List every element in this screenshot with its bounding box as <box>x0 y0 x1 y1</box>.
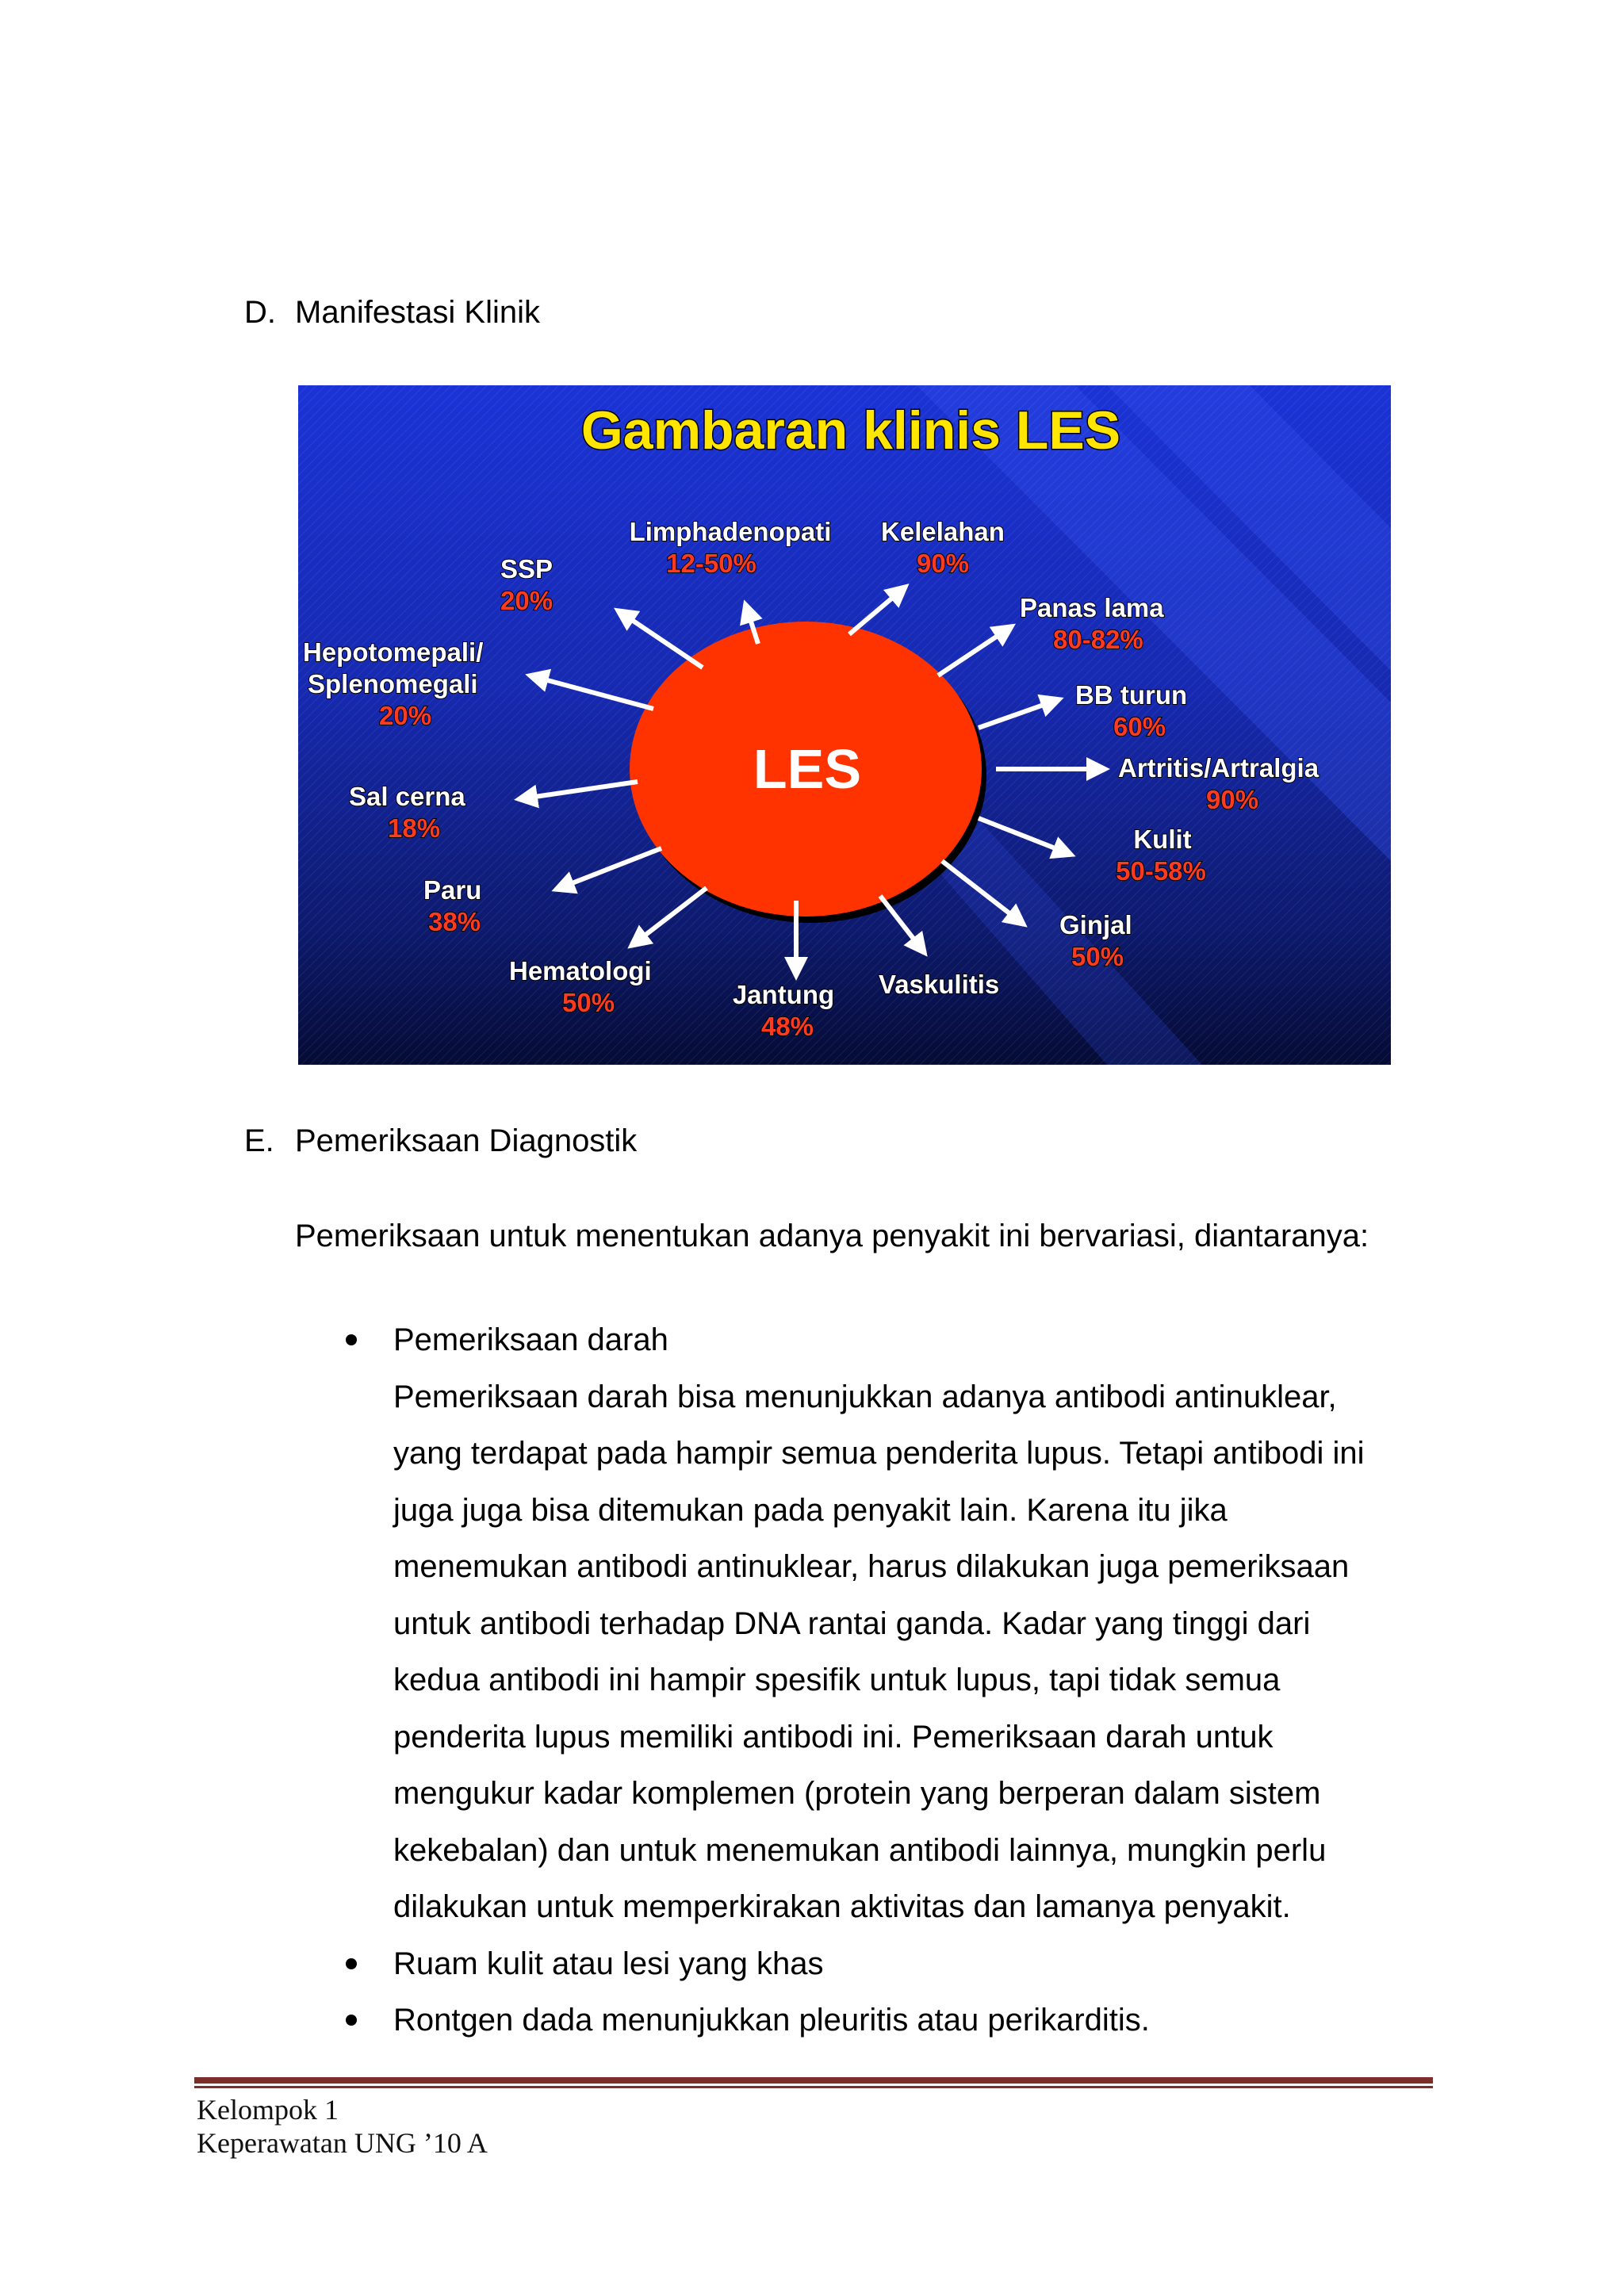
list-item-line: penderita lupus memiliki antibodi ini. Pemeriksaan darah untuk <box>393 1719 1274 1755</box>
list-item <box>341 1992 1435 2049</box>
feature-percent: 80-82% <box>1053 625 1143 654</box>
feature-label: Vaskulitis <box>879 970 1000 999</box>
list-item-line: Pemeriksaan darah <box>393 1322 668 1357</box>
feature-label: Artritis/Artralgia <box>1118 753 1320 783</box>
bullet-icon <box>346 1958 357 1969</box>
section-heading-e <box>244 1122 637 1160</box>
feature-label: Hematologi <box>509 956 652 985</box>
diagnostic-list <box>341 1312 1435 2049</box>
page-footer <box>197 2093 488 2160</box>
footer-divider <box>194 2077 1433 2088</box>
feature-percent: 50% <box>562 988 615 1017</box>
feature-percent: 48% <box>760 1012 814 1041</box>
feature-label: Paru <box>423 875 482 905</box>
center-label: LES <box>753 738 862 800</box>
list-item-line: juga juga bisa ditemukan pada penyakit lain. Karena itu jika <box>393 1492 1228 1528</box>
section-heading-d <box>244 293 540 331</box>
feature-label: Hepotomepali/ <box>303 637 484 667</box>
feature-percent: 90% <box>916 549 970 578</box>
feature-percent: 38% <box>428 907 481 936</box>
feature-label: BB turun <box>1075 680 1188 710</box>
feature-label: Jantung <box>732 980 835 1009</box>
feature-label: Sal cerna <box>349 782 465 811</box>
list-item-line: Rontgen dada menunjukkan pleuritis atau perikarditis. <box>393 2003 1150 2038</box>
feature-percent: 18% <box>388 813 441 843</box>
feature-percent: 12-50% <box>666 549 756 578</box>
list-item-line: untuk antibodi terhadap DNA rantai ganda. Kadar yang tinggi dari <box>393 1605 1311 1641</box>
list-item-line: Ruam kulit atau lesi yang khas <box>393 1946 824 1981</box>
section-title: Pemeriksaan Diagnostik <box>295 1123 638 1158</box>
bullet-icon <box>346 2015 357 2026</box>
list-item-line: kekebalan) dan untuk menemukan antibodi lainnya, mungkin perlu <box>393 1832 1327 1868</box>
feature-percent: 60% <box>1113 712 1166 741</box>
feature-label: Panas lama <box>1020 593 1164 622</box>
footer-line-2: Keperawatan UNG ’10 A <box>197 2127 488 2159</box>
feature-percent: 50-58% <box>1116 856 1206 886</box>
feature-percent: 20% <box>500 586 553 615</box>
section-letter: D. <box>244 295 276 330</box>
feature-label: Kelelahan <box>881 517 1005 546</box>
feature-label: Ginjal <box>1059 910 1132 939</box>
clinical-features-figure <box>298 385 1391 1065</box>
section-letter: E. <box>244 1123 274 1158</box>
list-item-line: mengukur kadar komplemen (protein yang berperan dalam sistem <box>393 1776 1321 1811</box>
list-item-line: kedua antibodi ini hampir spesifik untuk lupus, tapi tidak semua <box>393 1663 1281 1697</box>
feature-percent: 50% <box>1071 942 1124 971</box>
intro-paragraph: Pemeriksaan untuk menentukan adanya penyakit ini bervariasi, diantaranya: <box>295 1219 1369 1253</box>
list-item <box>341 1936 1435 1993</box>
feature-label: SSP <box>500 554 553 584</box>
footer-line-1: Kelompok 1 <box>197 2094 339 2126</box>
feature-vaskulitis <box>879 970 999 999</box>
feature-label: Kulit <box>1133 825 1192 854</box>
list-item-line: dilakukan untuk memperkirakan aktivitas dan lamanya penyakit. <box>393 1889 1291 1924</box>
feature-label-2: Splenomegali <box>308 669 478 698</box>
list-item-line: menemukan antibodi antinuklear, harus dilakukan juga pemeriksaan <box>393 1549 1350 1584</box>
section-title: Manifestasi Klinik <box>295 295 541 330</box>
feature-percent: 20% <box>379 701 432 730</box>
list-item-line: yang terdapat pada hampir semua penderita lupus. Tetapi antibodi ini <box>393 1436 1365 1471</box>
feature-percent: 90% <box>1206 785 1259 814</box>
list-item <box>341 1312 1435 1936</box>
figure-title: Gambaran klinis LES <box>580 400 1121 461</box>
bullet-icon <box>346 1334 357 1345</box>
feature-label: Limphadenopati <box>629 517 832 546</box>
list-item-line: Pemeriksaan darah bisa menunjukkan adanya antibodi antinuklear, <box>393 1379 1337 1414</box>
